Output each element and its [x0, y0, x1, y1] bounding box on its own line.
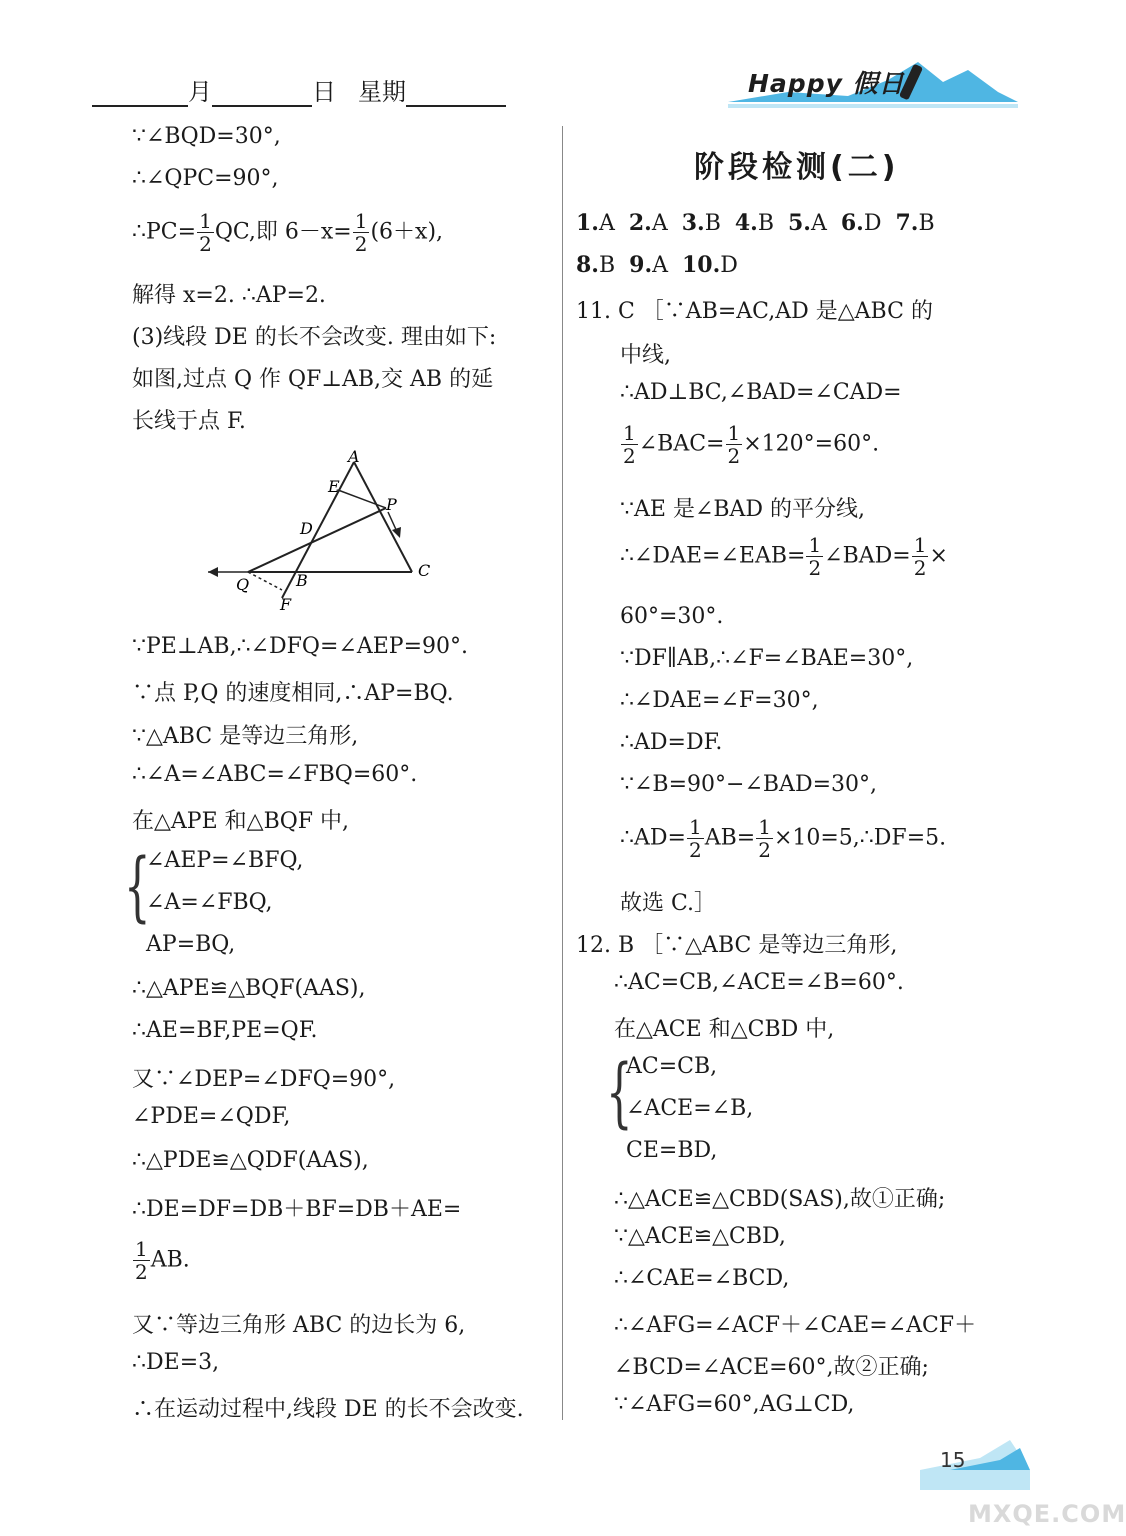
figure-label: Q — [236, 575, 250, 594]
fraction — [133, 1238, 150, 1283]
text-line: ∴AD⊥BC,∠BAD=∠CAD= — [620, 380, 902, 405]
denominator: 2 — [688, 838, 702, 862]
text-line: ∴∠QPC=90°, — [132, 166, 279, 191]
weekday-blank — [406, 83, 506, 107]
page-number: 15 — [940, 1448, 966, 1472]
answer-choice: A — [651, 211, 668, 236]
fraction — [912, 534, 929, 579]
text-segment: AB= — [704, 825, 756, 851]
text-line: 在△APE 和△BQF 中, — [132, 809, 350, 834]
logo-text: Happy 假日 — [748, 69, 905, 98]
fraction — [687, 816, 704, 861]
text-line: ∵△ABC 是等边三角形, — [132, 724, 359, 749]
numerator: 1 — [688, 815, 702, 839]
answer-number: 3. — [681, 210, 705, 236]
text-line: CE=BD, — [626, 1138, 718, 1163]
text-line: 12. B ［∵△ABC 是等边三角形, — [576, 933, 898, 958]
denominator: 2 — [758, 838, 771, 862]
answer-number: 10. — [682, 252, 721, 278]
text-line: ∴∠AFG=∠ACF＋∠CAE=∠ACF＋ — [614, 1313, 977, 1338]
text-line: 又∵∠DEP=∠DFQ=90°, — [132, 1067, 396, 1092]
text-line: 在△ACE 和△CBD 中, — [614, 1017, 835, 1042]
text-line: ∴△PDE≌△QDF(AAS), — [132, 1148, 369, 1173]
text-segment: ∠BAD= — [824, 543, 911, 569]
figure-label: C — [418, 561, 431, 580]
text-line: 故选 C.］ — [620, 891, 717, 916]
answer-number: 5. — [788, 210, 811, 236]
answer-number: 4. — [734, 210, 758, 236]
numerator: 1 — [808, 533, 822, 557]
text-segment: ∠BAC= — [638, 431, 725, 457]
month-blank — [92, 83, 188, 107]
text-line: 如图,过点 Q 作 QF⊥AB,交 AB 的延 — [132, 367, 494, 392]
figure-label: B — [296, 571, 308, 590]
text-line: ∠ACE=∠B, — [626, 1096, 754, 1121]
text-line: AP=BQ, — [146, 932, 236, 957]
arrow-q-head — [208, 567, 218, 577]
line-pq — [248, 508, 386, 572]
month-label: 月 — [188, 78, 212, 106]
fraction — [197, 210, 214, 255]
text-line: ∴AC=CB,∠ACE=∠B=60°. — [614, 970, 904, 995]
text-line: ∠AEP=∠BFQ, — [146, 848, 304, 873]
text-line: ∠PDE=∠QDF, — [132, 1104, 291, 1129]
text-line: AC=CB, — [626, 1054, 718, 1079]
denominator: 2 — [354, 232, 368, 256]
weekday-label: 星期 — [358, 78, 406, 106]
answer-number: 9. — [629, 252, 653, 278]
text-segment: AB. — [150, 1247, 190, 1273]
date-header — [92, 72, 506, 107]
text-line: ∴△ACE≌△CBD(SAS),故①正确; — [614, 1187, 946, 1212]
text-line: ∵∠B=90°−∠BAD=30°, — [620, 772, 878, 797]
text-line: ∴在运动过程中,线段 DE 的长不会改变. — [132, 1397, 524, 1422]
text-segment: ∴PC= — [132, 219, 197, 245]
numerator: 1 — [199, 209, 212, 233]
numerator: 1 — [913, 533, 927, 557]
figure-label: F — [280, 595, 292, 614]
answer-choice: A — [652, 253, 668, 278]
text-line: ∴AE=BF,PE=QF. — [132, 1018, 318, 1043]
figure-label: A — [348, 447, 360, 466]
text-line: ∵点 P,Q 的速度相同,∴AP=BQ. — [132, 681, 454, 706]
denominator: 2 — [913, 556, 927, 580]
line-ab-extended — [282, 462, 354, 598]
text-line: ∴△APE≌△BQF(AAS), — [132, 976, 366, 1001]
text-line: ∴DE=3, — [132, 1350, 220, 1375]
denominator: 2 — [135, 1260, 148, 1284]
fraction — [621, 422, 638, 467]
text-segment: (6＋x), — [370, 219, 444, 245]
text-line: ∵∠BQD=30°, — [132, 124, 281, 149]
numerator: 1 — [623, 421, 636, 445]
numerator: 1 — [354, 209, 368, 233]
numerator: 1 — [727, 421, 741, 445]
right-brace: { — [606, 1047, 633, 1136]
figure-label: P — [386, 495, 397, 514]
text-line: 11. C ［∵AB=AC,AD 是△ABC 的 — [576, 299, 933, 324]
fraction — [806, 534, 823, 579]
denominator: 2 — [199, 232, 212, 256]
numerator: 1 — [758, 815, 771, 839]
denominator: 2 — [623, 444, 636, 468]
text-segment: ∴AD= — [620, 825, 686, 851]
text-line — [132, 1238, 190, 1283]
answer-choice: B — [704, 211, 721, 236]
line-qf — [248, 572, 282, 590]
text-line: (3)线段 DE 的长不会改变. 理由如下: — [132, 325, 497, 350]
text-line: ∠A=∠FBQ, — [146, 890, 273, 915]
left-brace: { — [124, 841, 151, 930]
triangle-figure — [200, 448, 440, 618]
text-line: 60°=30°. — [620, 604, 724, 629]
answer-choice: D — [720, 253, 738, 278]
text-line: 又∵等边三角形 ABC 的边长为 6, — [132, 1313, 466, 1338]
answer-number: 7. — [895, 210, 919, 236]
answer-row — [576, 210, 935, 236]
text-line: ∠BCD=∠ACE=60°,故②正确; — [614, 1355, 929, 1380]
text-segment: ∴∠DAE=∠EAB= — [620, 543, 806, 569]
text-segment: QC,即 6－x= — [214, 219, 352, 245]
answer-choice: D — [863, 211, 882, 236]
text-line: ∴AD=DF. — [620, 730, 723, 755]
fraction — [353, 210, 370, 255]
day-label: 日 — [312, 78, 336, 106]
denominator: 2 — [808, 556, 822, 580]
denominator: 2 — [727, 444, 741, 468]
day-blank — [212, 83, 312, 107]
answer-row — [576, 252, 738, 278]
text-line: ∵PE⊥AB,∴∠DFQ=∠AEP=90°. — [132, 634, 469, 659]
page-corner-decoration — [920, 1430, 1030, 1490]
text-line: ∵AE 是∠BAD 的平分线, — [620, 497, 866, 522]
figure-label: E — [328, 477, 340, 496]
text-line: 长线于点 F. — [132, 409, 246, 434]
answer-number: 2. — [628, 210, 652, 236]
text-line: ∴∠A=∠ABC=∠FBQ=60°. — [132, 762, 418, 787]
answer-number: 1. — [576, 210, 599, 236]
text-line: 中线, — [620, 343, 671, 368]
text-line: ∵DF∥AB,∴∠F=∠BAE=30°, — [620, 646, 914, 671]
answer-choice: B — [757, 211, 774, 236]
text-line — [620, 816, 946, 861]
text-segment: ×10=5,∴DF=5. — [773, 825, 947, 851]
answer-number: 8. — [576, 252, 599, 278]
column-divider — [562, 126, 563, 1420]
numerator: 1 — [135, 1237, 148, 1261]
answer-number: 6. — [840, 210, 864, 236]
text-segment: × — [929, 543, 948, 569]
text-segment: ×120°=60°. — [743, 431, 880, 457]
answer-choice: A — [810, 211, 827, 236]
text-line: ∴DE=DF=DB＋BF=DB＋AE= — [132, 1197, 462, 1222]
line-pe — [338, 490, 386, 508]
text-line: ∴∠CAE=∠BCD, — [614, 1266, 790, 1291]
text-line: ∵△ACE≌△CBD, — [614, 1224, 786, 1249]
answer-choice: B — [918, 211, 935, 236]
text-line: ∵∠AFG=60°,AG⊥CD, — [614, 1392, 855, 1417]
text-line — [620, 422, 879, 467]
line-ac — [354, 462, 412, 572]
figure-label: D — [300, 519, 313, 538]
answer-choice: B — [598, 253, 616, 278]
watermark: MXQE.COM — [968, 1500, 1126, 1528]
text-line: 解得 x=2. ∴AP=2. — [132, 283, 326, 308]
text-line — [620, 534, 948, 579]
section-title: 阶段检测(二) — [694, 150, 900, 185]
fraction — [726, 422, 743, 467]
fraction — [756, 816, 773, 861]
text-line: ∴∠DAE=∠F=30°, — [620, 688, 819, 713]
answer-choice: A — [598, 211, 615, 236]
text-line — [132, 210, 443, 255]
